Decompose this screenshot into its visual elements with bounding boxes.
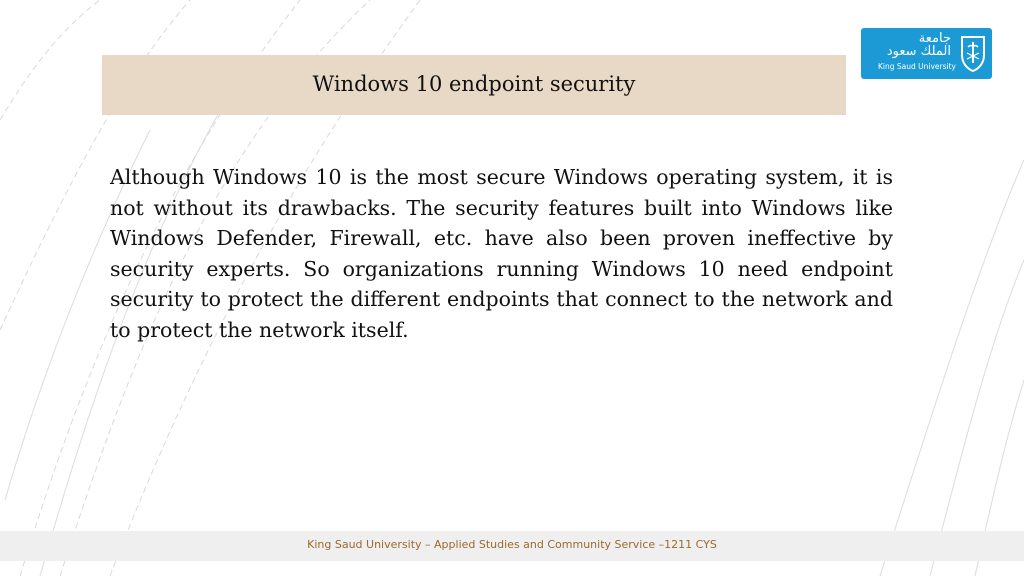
slide-title: Windows 10 endpoint security	[312, 72, 636, 96]
footer-text: King Saud University – Applied Studies and Community Service –1211 CYS	[307, 538, 717, 551]
university-logo	[861, 28, 992, 79]
ksu-emblem-icon	[959, 33, 987, 73]
slide-body-text: Although Windows 10 is the most secure Windows operating system, it is not without its drawbacks. The security features built into Windows like Windows Defender, Firewall, etc. have also been proven ineffective by security experts. So organizations running Windows 10 need endpoint security to protect the different endpoints that connect to the network and to protect the network itself.	[110, 165, 893, 342]
logo-english-name: King Saud University	[878, 62, 956, 71]
logo-arabic-line1: جامعة	[918, 31, 951, 46]
logo-arabic-line2: الملك سعود	[886, 44, 951, 59]
footer-band	[0, 531, 1024, 561]
title-band	[102, 55, 846, 115]
